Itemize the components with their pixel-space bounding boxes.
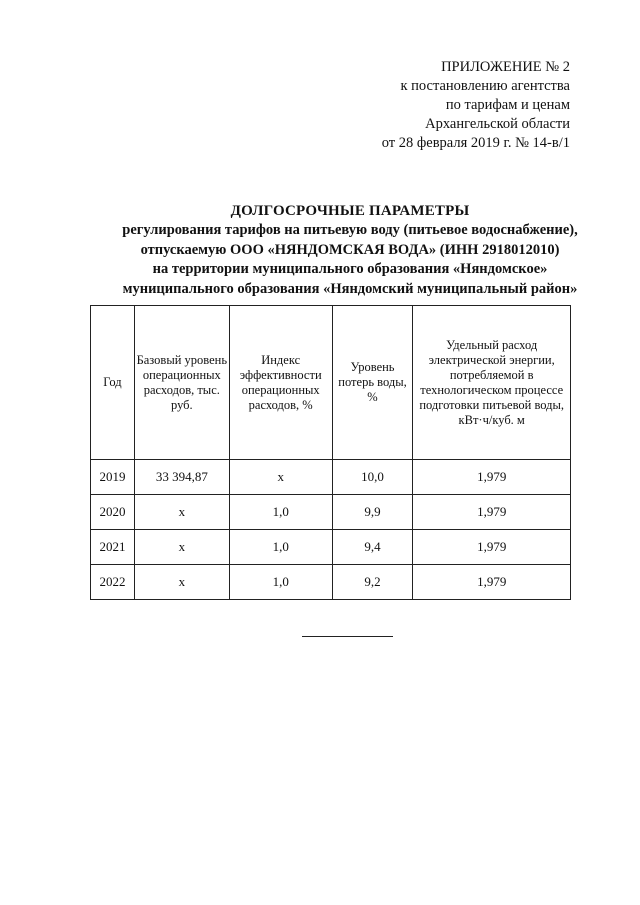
cell-energy-consumption: 1,979 xyxy=(413,565,571,600)
table-row xyxy=(91,460,571,495)
cell-water-loss: 9,4 xyxy=(332,530,413,565)
cell-water-loss: 9,9 xyxy=(332,495,413,530)
title-subline: на территории муниципального образования «Няндомское» xyxy=(152,261,548,277)
closing-rule xyxy=(302,636,393,637)
cell-year: 2020 xyxy=(91,495,135,530)
cell-year: 2021 xyxy=(91,530,135,565)
table-row xyxy=(91,530,571,565)
appendix-ref-line: по тарифам и ценам xyxy=(445,97,570,113)
title-subline: муниципального образования «Няндомский муниципальный район» xyxy=(122,280,578,297)
header-energy-consumption: Удельный расход электрической энергии, потребляемой в технологическом процессе подготовки питьевой воды, кВт·ч/куб. м xyxy=(413,306,571,460)
table-header-row xyxy=(91,306,571,460)
cell-water-loss: 10,0 xyxy=(332,460,413,495)
appendix-date-line: от 28 февраля 2019 г. № 14-в/1 xyxy=(381,135,570,151)
appendix-title: ПРИЛОЖЕНИЕ № 2 xyxy=(441,59,570,75)
cell-base-opex: 33 394,87 xyxy=(134,460,229,495)
cell-year: 2019 xyxy=(91,460,135,495)
cell-energy-consumption: 1,979 xyxy=(413,460,571,495)
appendix-ref-line: к постановлению агентства xyxy=(400,78,570,94)
cell-efficiency-index: 1,0 xyxy=(229,495,332,530)
header-efficiency-index: Индекс эффективности операционных расходов, % xyxy=(229,306,332,460)
header-year: Год xyxy=(91,306,135,460)
cell-efficiency-index: 1,0 xyxy=(229,565,332,600)
header-water-loss: Уровень потерь воды, % xyxy=(332,306,413,460)
header-base-opex: Базовый уровень операционных расходов, тыс. руб. xyxy=(134,306,229,460)
title-subline: отпускаемую ООО «НЯНДОМСКАЯ ВОДА» (ИНН 2918012010) xyxy=(140,241,560,258)
table-row xyxy=(91,565,571,600)
table-row xyxy=(91,495,571,530)
cell-year: 2022 xyxy=(91,565,135,600)
title-subline: регулирования тарифов на питьевую воду (питьевое водоснабжение), xyxy=(122,222,578,238)
cell-efficiency-index: 1,0 xyxy=(229,530,332,565)
parameters-table xyxy=(90,305,571,600)
document-title xyxy=(60,201,640,299)
title-heading: ДОЛГОСРОЧНЫЕ ПАРАМЕТРЫ xyxy=(230,203,470,219)
cell-efficiency-index: х xyxy=(229,460,332,495)
cell-base-opex: х xyxy=(134,495,229,530)
cell-base-opex: х xyxy=(134,565,229,600)
appendix-header xyxy=(310,58,570,153)
cell-water-loss: 9,2 xyxy=(332,565,413,600)
appendix-ref-line: Архангельской области xyxy=(425,116,570,132)
cell-energy-consumption: 1,979 xyxy=(413,530,571,565)
cell-base-opex: х xyxy=(134,530,229,565)
cell-energy-consumption: 1,979 xyxy=(413,495,571,530)
